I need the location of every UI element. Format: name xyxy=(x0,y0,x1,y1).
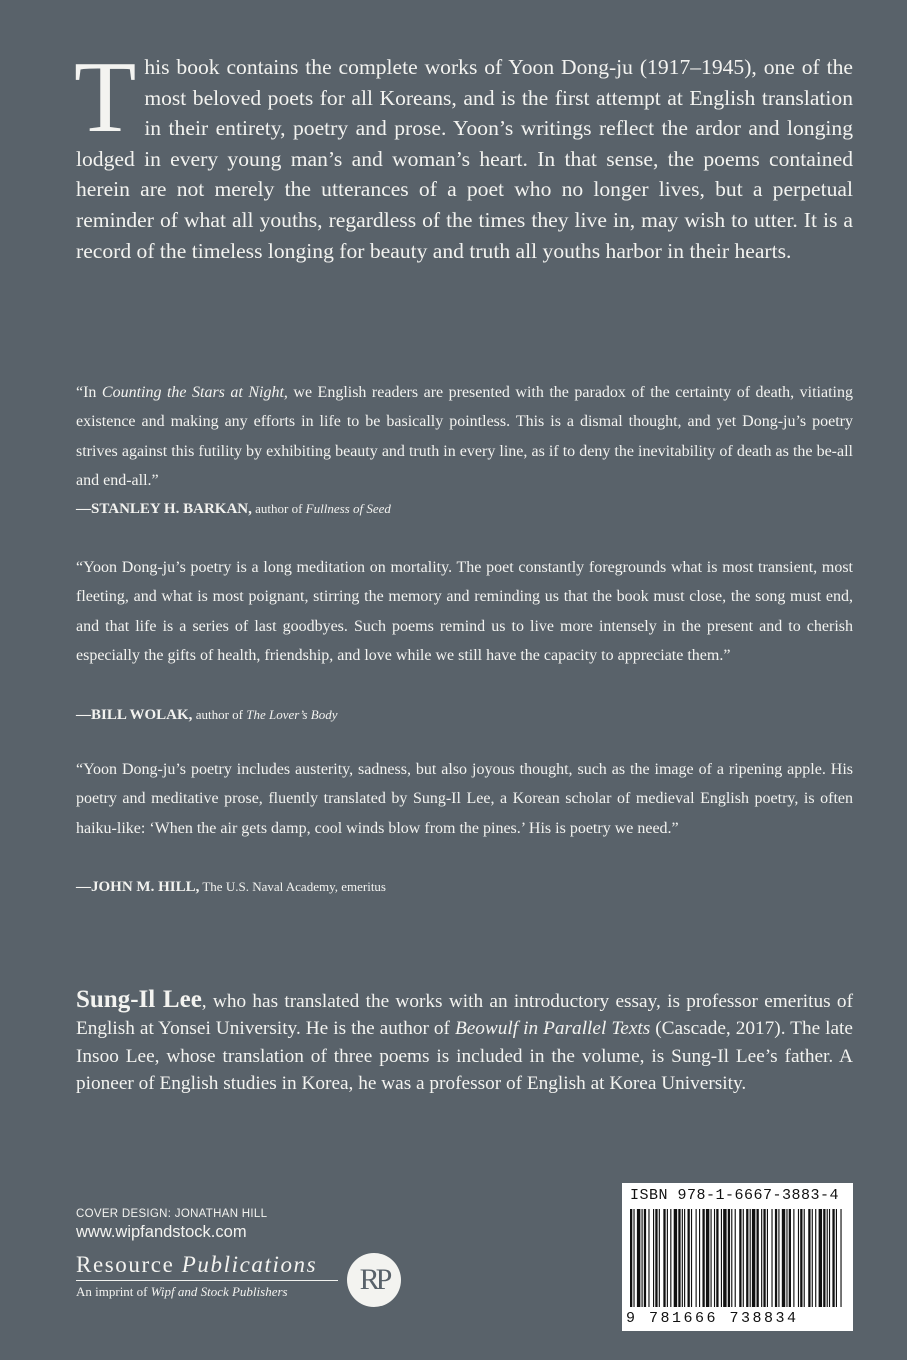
publisher-imprint xyxy=(76,1251,338,1300)
barcode-bars-icon xyxy=(630,1209,845,1307)
endorser-book-title: Fullness of Seed xyxy=(305,501,391,516)
endorser-name: —BILL WOLAK, xyxy=(76,707,193,723)
publisher-name-plain: Resource xyxy=(76,1252,182,1277)
isbn-barcode xyxy=(622,1183,853,1331)
publisher-website: www.wipfandstock.com xyxy=(76,1223,247,1241)
endorsement-attribution-1 xyxy=(76,499,391,519)
quote-1-title: Counting the Stars at Night xyxy=(101,384,284,401)
endorser-affiliation: author of xyxy=(251,501,306,516)
imprint-name: Wipf and Stock Publishers xyxy=(150,1284,288,1299)
publisher-name-italic: Publications xyxy=(181,1252,318,1277)
back-cover-blurb xyxy=(74,41,853,266)
endorsement-quote-1 xyxy=(76,378,853,496)
translator-name: Sung-Il Lee xyxy=(76,986,202,1013)
endorser-affiliation: author of xyxy=(192,707,247,722)
bio-text-1: , who has translated the works with an introductory essay, is professor emeritus of English at Yonsei University. He is the author of xyxy=(76,991,853,1040)
endorsement-attribution-3 xyxy=(76,877,386,897)
publisher-name xyxy=(76,1251,338,1279)
endorser-name: —STANLEY H. BARKAN, xyxy=(76,501,252,517)
rp-logo-text: RP xyxy=(359,1263,389,1296)
drop-cap: T xyxy=(74,41,137,154)
endorser-book-title: The Lover’s Body xyxy=(246,707,338,722)
endorsement-quote-3: “Yoon Dong-ju’s poetry includes austerity, sadness, but also joyous thought, such as the image of a ripening apple. His poetry and meditative prose, fluently translated by Sung-Il Lee, a Korean scholar of medieval English poetry, is often haiku-like: ‘When the air gets damp, cool winds blow from the pines.’ His is poetry we need.” xyxy=(76,761,853,837)
quote-1-open: “In xyxy=(76,384,102,401)
credits xyxy=(76,1208,267,1242)
rp-logo-icon xyxy=(347,1253,401,1307)
quote-1-rest: , we English readers are presented with the paradox of the certainty of death, vitiating existence and making any efforts in life to be basically pointless. This is a dismal thought, and yet Dong-ju’s poetry strives against this futility by exhibiting beauty and truth in every line, as if to deny the inevitability of death as the be-all and end-all.” xyxy=(76,384,853,490)
cover-design-credit: COVER DESIGN: JONATHAN HILL xyxy=(76,1208,268,1220)
endorsement-attribution-2 xyxy=(76,705,337,725)
endorser-affiliation: The U.S. Naval Academy, emeritus xyxy=(199,879,386,894)
publisher-divider xyxy=(76,1280,338,1281)
bio-text-2: (Cascade, 2017). The late Insoo Lee, whose translation of three poems is included in the volume, is Sung-Il Lee’s father. A pioneer of English studies in Korea, he was a professor of English at Korea University. xyxy=(76,1018,853,1095)
imprint-line xyxy=(76,1284,338,1300)
translator-bio xyxy=(76,986,853,1098)
endorser-name: —JOHN M. HILL, xyxy=(76,879,200,895)
blurb-text: his book contains the complete works of Yoon Dong-ju (1917–1945), one of the most beloved poets for all Koreans, and is the first attempt at English translation in their entirety, poetry and prose. Yoon’s writings reflect the ardor and longing lodged in every young man’s and woman’s heart. In that sense, the poems contained herein are not merely the utterances of a poet who no longer lives, but a perpetual reminder of what all youths, regardless of the times they live in, may wish to utter. It is a record of the timeless longing for beauty and truth all youths harbor in their hearts. xyxy=(76,55,853,263)
imprint-prefix: An imprint of xyxy=(76,1284,151,1299)
ean-digits: 9 781666 738834 xyxy=(626,1310,799,1327)
bio-book-title: Beowulf in Parallel Texts xyxy=(454,1018,651,1040)
endorsement-quote-2: “Yoon Dong-ju’s poetry is a long meditation on mortality. The poet constantly foregrounds what is most transient, most fleeting, and what is most poignant, stirring the memory and reminding us that the book must close, the song must end, and that life is a series of last goodbyes. Such poems remind us to live more intensely in the present and to cherish especially the gifts of health, friendship, and love while we still have the capacity to appreciate them.” xyxy=(76,559,853,665)
isbn-label: ISBN 978-1-6667-3883-4 xyxy=(630,1187,840,1204)
